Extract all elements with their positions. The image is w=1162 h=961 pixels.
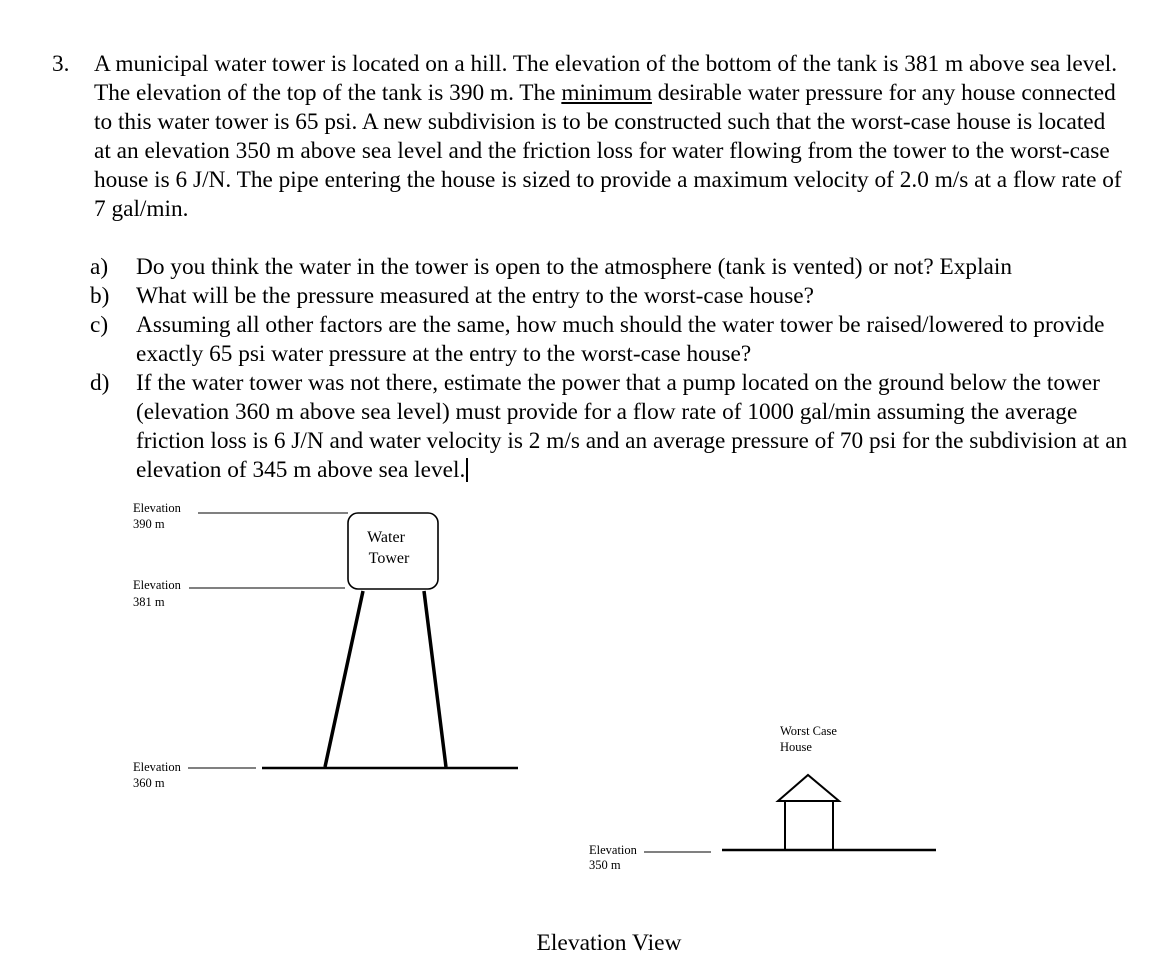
question-text: Do you think the water in the tower is open to the atmosphere (tank is vented) or not? Explain [136, 254, 1012, 280]
problem-number: 3. [52, 51, 70, 77]
problem-text-underlined: minimum [561, 80, 652, 106]
elev-350-label-line2: 350 m [589, 858, 621, 872]
house-body [785, 801, 833, 850]
elev-381-label-line2: 381 m [133, 595, 165, 609]
problem-text-part2: desirable water pressure for any house connected to this water tower is 65 psi. A new subdivision is to be constructed such that the worst-case house is located at an elevation 350 m above sea level and the friction loss for water flowing from the tower to the worst-case house is 6 J/N. The pipe entering the house is sized to provide a maximum velocity of 2.0 m/s at a flow rate of 7 gal/min. [94, 80, 1122, 222]
question-text: What will be the pressure measured at the entry to the worst-case house? [136, 283, 814, 309]
diagram-caption: Elevation View [536, 930, 682, 956]
tower-label-line2: Tower [368, 550, 410, 567]
tower-leg-left [325, 591, 363, 767]
house-label-line2: House [780, 740, 812, 754]
problem-text-part1: A municipal water tower is located on a hill. The elevation of the bottom of the tank is 381 m above sea level. The elevation of the top of the tank is 390 m. The [94, 51, 1118, 106]
elev-360-label-line2: 360 m [133, 776, 165, 790]
question-label: b) [90, 283, 110, 309]
question-label: d) [90, 370, 110, 396]
tower-leg-right [424, 591, 446, 767]
house-label-line1: Worst Case [780, 724, 837, 738]
question-text: Assuming all other factors are the same, how much should the water tower be raised/lowered to provide exactly 65 psi water pressure at the entry to the worst-case house? [136, 312, 1105, 367]
question-text: If the water tower was not there, estimate the power that a pump located on the ground below the tower (elevation 360 m above sea level) must provide for a flow rate of 1000 gal/min assuming the average friction loss is 6 J/N and water velocity is 2 m/s and an average pressure of 70 psi for the subdivision at an elevation of 345 m above sea level. [136, 370, 1128, 483]
question-label: a) [90, 254, 109, 280]
elev-381-label-line1: Elevation [133, 578, 181, 592]
elev-350-label-line1: Elevation [589, 843, 637, 857]
elev-360-label-line1: Elevation [133, 760, 181, 774]
house-roof [778, 775, 839, 801]
elev-390-label-line2: 390 m [133, 517, 165, 531]
question-label: c) [90, 312, 109, 338]
tower-label-line1: Water [367, 529, 405, 546]
elev-390-label-line1: Elevation [133, 501, 181, 515]
